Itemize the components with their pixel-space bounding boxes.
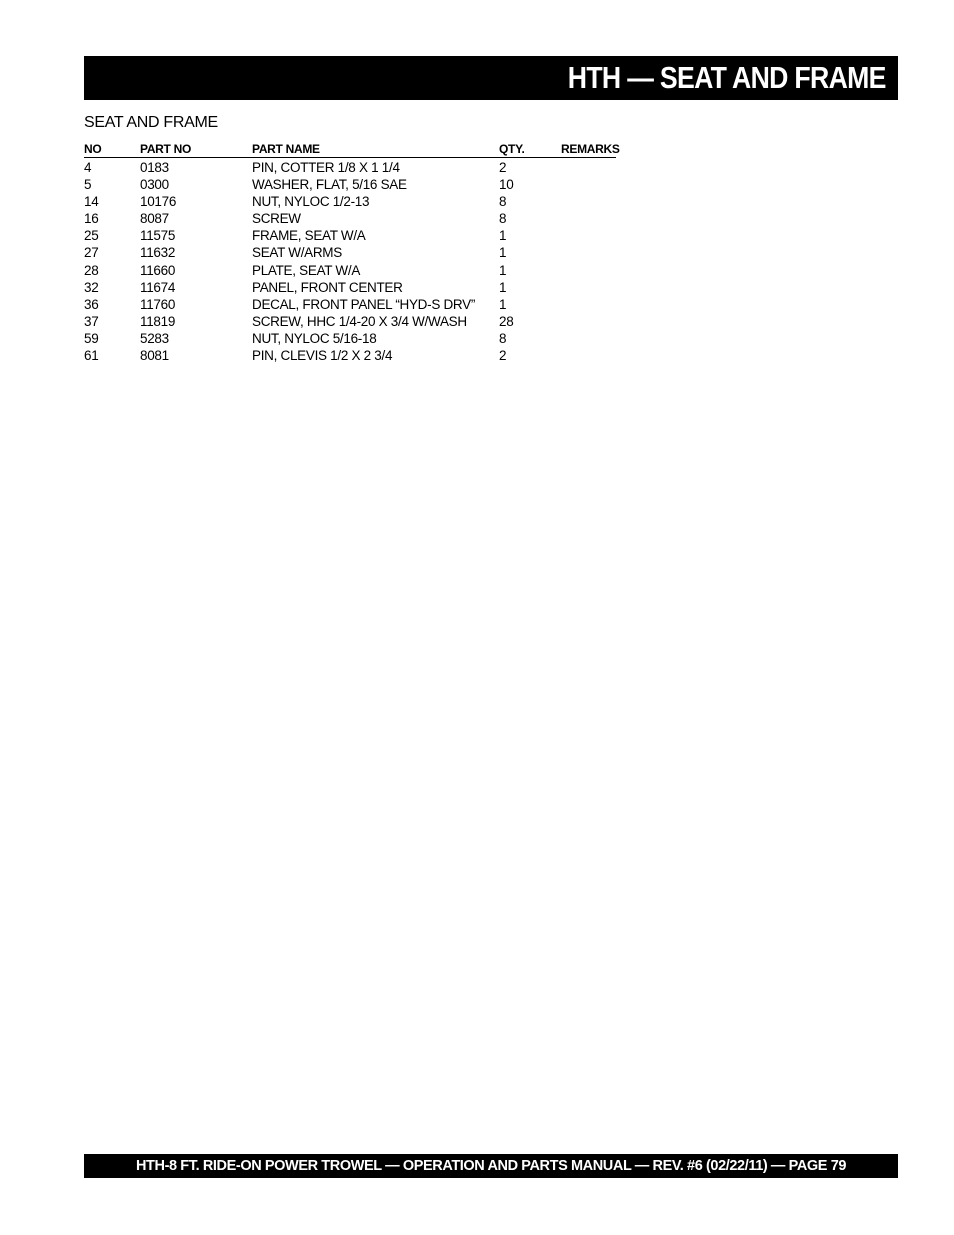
table-row bbox=[84, 279, 616, 296]
parts-table bbox=[84, 142, 620, 364]
table-body bbox=[84, 159, 616, 364]
table-row bbox=[84, 193, 616, 210]
cell-qty: 8 bbox=[499, 194, 507, 210]
cell-part-name: PIN, COTTER 1/8 X 1 1/4 bbox=[252, 160, 400, 175]
cell-no: 28 bbox=[84, 262, 99, 278]
cell-part-no: 11674 bbox=[140, 279, 176, 295]
cell-part-no: 0183 bbox=[140, 160, 169, 175]
cell-part-name: PIN, CLEVIS 1/2 X 2 3/4 bbox=[252, 348, 393, 364]
page-title: HTH — SEAT AND FRAME bbox=[568, 60, 886, 95]
cell-part-no: 11660 bbox=[140, 262, 176, 278]
cell-part-no: 11819 bbox=[140, 313, 176, 329]
table-row bbox=[84, 210, 616, 227]
column-header-qty: QTY. bbox=[499, 142, 525, 156]
cell-no: 61 bbox=[84, 348, 99, 364]
cell-part-name: SCREW bbox=[252, 211, 301, 227]
table-row bbox=[84, 313, 616, 330]
cell-part-name: PLATE, SEAT W/A bbox=[252, 262, 361, 278]
cell-part-name: FRAME, SEAT W/A bbox=[252, 228, 366, 244]
column-header-remarks: REMARKS bbox=[561, 142, 620, 156]
cell-qty: 8 bbox=[499, 211, 507, 227]
column-header-part-no: PART NO bbox=[140, 142, 192, 156]
cell-part-no: 11632 bbox=[140, 245, 176, 261]
cell-part-name: NUT, NYLOC 1/2-13 bbox=[252, 194, 370, 210]
cell-no: 4 bbox=[84, 160, 92, 175]
page-header-bar bbox=[84, 56, 898, 100]
cell-qty: 1 bbox=[499, 245, 507, 261]
cell-part-name: PANEL, FRONT CENTER bbox=[252, 279, 403, 295]
cell-part-no: 11575 bbox=[140, 228, 176, 244]
cell-part-name: SCREW, HHC 1/4-20 X 3/4 W/WASH bbox=[252, 313, 467, 329]
cell-part-no: 11760 bbox=[140, 296, 176, 312]
page-footer-bar bbox=[84, 1154, 898, 1178]
table-row bbox=[84, 227, 616, 244]
table-row bbox=[84, 262, 616, 279]
section-title: SEAT AND FRAME bbox=[84, 114, 218, 131]
footer-text: HTH-8 FT. RIDE-ON POWER TROWEL — OPERATION AND PARTS MANUAL — REV. #6 (02/22/11) — PAGE 79 bbox=[135, 1158, 847, 1174]
cell-qty: 2 bbox=[499, 348, 507, 364]
cell-no: 37 bbox=[84, 313, 99, 329]
cell-part-name: WASHER, FLAT, 5/16 SAE bbox=[252, 177, 407, 193]
cell-no: 32 bbox=[84, 279, 99, 295]
cell-no: 25 bbox=[84, 228, 99, 244]
cell-part-name: DECAL, FRONT PANEL “HYD-S DRV” bbox=[252, 296, 476, 312]
cell-part-no: 8081 bbox=[140, 348, 169, 364]
column-header-no: NO bbox=[84, 142, 102, 156]
column-header-part-name: PART NAME bbox=[252, 142, 320, 156]
cell-part-name: SEAT W/ARMS bbox=[252, 245, 342, 261]
cell-part-no: 8087 bbox=[140, 211, 169, 227]
table-row bbox=[84, 296, 616, 313]
cell-part-no: 10176 bbox=[140, 194, 177, 210]
cell-qty: 1 bbox=[499, 228, 507, 244]
cell-qty: 8 bbox=[499, 330, 507, 346]
cell-no: 27 bbox=[84, 245, 99, 261]
cell-qty: 10 bbox=[499, 177, 514, 193]
cell-qty: 2 bbox=[499, 160, 507, 175]
table-row bbox=[84, 159, 616, 176]
cell-part-no: 0300 bbox=[140, 177, 169, 193]
cell-part-name: NUT, NYLOC 5/16-18 bbox=[252, 330, 377, 346]
table-row bbox=[84, 176, 616, 193]
cell-qty: 28 bbox=[499, 313, 514, 329]
table-row bbox=[84, 330, 616, 347]
table-header-row bbox=[84, 142, 620, 158]
cell-no: 14 bbox=[84, 194, 99, 210]
cell-no: 5 bbox=[84, 177, 92, 193]
cell-part-no: 5283 bbox=[140, 330, 169, 346]
cell-qty: 1 bbox=[499, 296, 507, 312]
table-row bbox=[84, 347, 616, 364]
cell-no: 59 bbox=[84, 330, 99, 346]
table-row bbox=[84, 244, 616, 261]
cell-qty: 1 bbox=[499, 279, 507, 295]
cell-no: 16 bbox=[84, 211, 99, 227]
cell-qty: 1 bbox=[499, 262, 507, 278]
cell-no: 36 bbox=[84, 296, 99, 312]
